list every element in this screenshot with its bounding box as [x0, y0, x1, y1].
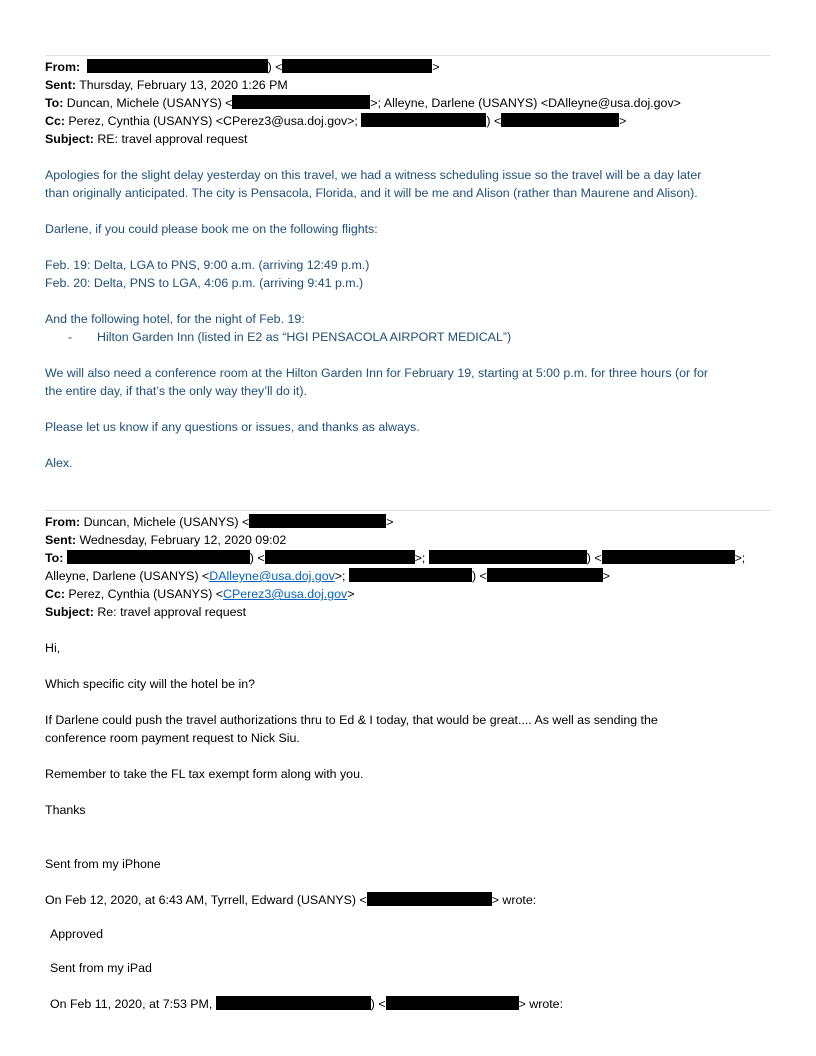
greeting: Hi, [45, 641, 61, 655]
redacted-block [367, 892, 492, 906]
quote-header: On Feb 12, 2020, at 6:43 AM, Tyrrell, Edward (USANYS) < > wrote: [45, 893, 537, 907]
email1-subject-row [45, 130, 247, 148]
redacted-block [361, 113, 486, 127]
email1-to-row [45, 94, 681, 112]
body-paragraph: the entire day, if that’s the only way they’ll do it). [45, 384, 307, 398]
cc-recipient: Perez, Cynthia (USANYS) < [68, 587, 224, 601]
signature: Alex. [45, 456, 73, 470]
from-label: From: [45, 515, 81, 529]
email-link[interactable]: CPerez3@usa.doj.gov [223, 587, 348, 601]
subject-label: Subject: [45, 605, 94, 619]
body-paragraph: Which specific city will the hotel be in? [45, 677, 256, 691]
email2-cc-row: Cc: Perez, Cynthia (USANYS) <CPerez3@usa.doj.gov> [45, 587, 355, 601]
subject-label: Subject: [45, 132, 94, 146]
flight-line: Feb. 20: Delta, PNS to LGA, 4:06 p.m. (arriving 9:41 p.m.) [45, 276, 364, 290]
body-paragraph: If Darlene could push the travel authorizations thru to Ed & I today, that would be great.... As well as sending the [45, 713, 658, 727]
redacted-block [349, 568, 472, 582]
body-paragraph: Please let us know if any questions or issues, and thanks as always. [45, 420, 420, 434]
redacted-block [501, 113, 619, 127]
redacted-block [282, 59, 432, 73]
body-paragraph: Apologies for the slight delay yesterday on this travel, we had a witness scheduling issue so the travel will be a day later [45, 168, 702, 182]
redacted-block [216, 996, 371, 1010]
subject: Re: travel approval request [97, 605, 247, 619]
flight-line: Feb. 19: Delta, LGA to PNS, 9:00 a.m. (arriving 12:49 p.m.) [45, 258, 370, 272]
email2-to-row-2: Alleyne, Darlene (USANYS) <DAlleyne@usa.doj.gov>; ) < > [45, 569, 610, 583]
device-signature: Sent from my iPad [50, 961, 152, 975]
body-paragraph: We will also need a conference room at the Hilton Garden Inn for February 19, starting at 5:00 p.m. for three hours (or for [45, 366, 709, 380]
redacted-block [249, 514, 386, 528]
quoted-text: Approved [50, 927, 104, 941]
cc-recipient: Perez, Cynthia (USANYS) <CPerez3@usa.doj.gov>; [68, 114, 358, 128]
redacted-block [429, 550, 587, 564]
redacted-block [67, 550, 250, 564]
body-paragraph: Remember to take the FL tax exempt form along with you. [45, 767, 364, 781]
sent-label: Sent: [45, 78, 76, 92]
email2-sent-row [45, 531, 286, 549]
redacted-block [87, 59, 268, 73]
cc-label: Cc: [45, 114, 65, 128]
body-paragraph: Darlene, if you could please book me on the following flights: [45, 222, 378, 236]
to-recipient: Alleyne, Darlene (USANYS) < [45, 569, 210, 583]
header-divider-2 [45, 510, 771, 511]
bullet-mark: - [68, 330, 73, 344]
from-label: From: [45, 60, 81, 74]
email2-subject-row [45, 603, 246, 621]
email1-cc-row: Cc: Perez, Cynthia (USANYS) <CPerez3@usa.doj.gov>; ) < > [45, 114, 627, 128]
hotel-bullet: Hilton Garden Inn (listed in E2 as “HGI PENSACOLA AIRPORT MEDICAL”) [97, 330, 512, 344]
email-link[interactable]: DAlleyne@usa.doj.gov [209, 569, 335, 583]
body-paragraph: And the following hotel, for the night of Feb. 19: [45, 312, 305, 326]
redacted-block [232, 95, 370, 109]
email1-from-row: From: ) < > [45, 60, 440, 74]
to-recipient: Duncan, Michele (USANYS) < [66, 96, 233, 110]
sent-label: Sent: [45, 533, 76, 547]
body-paragraph: conference room payment request to Nick Siu. [45, 731, 300, 745]
to-recipient: >; Alleyne, Darlene (USANYS) <DAlleyne@usa.doj.gov> [370, 96, 681, 110]
cc-label: Cc: [45, 587, 65, 601]
header-divider-1 [45, 55, 771, 56]
email2-to-row: To: ) < >; ) < >; [45, 551, 746, 565]
closing: Thanks [45, 803, 86, 817]
redacted-block [487, 568, 603, 582]
subject: RE: travel approval request [97, 132, 248, 146]
to-label: To: [45, 551, 64, 565]
to-label: To: [45, 96, 64, 110]
body-paragraph: than originally anticipated. The city is Pensacola, Florida, and it will be me and Alison (rather than Maurene and Alison). [45, 186, 698, 200]
quote-header: On Feb 11, 2020, at 7:53 PM, ) < > wrote: [50, 997, 564, 1011]
redacted-block [265, 550, 415, 564]
device-signature: Sent from my iPhone [45, 857, 161, 871]
sent-date: Thursday, February 13, 2020 1:26 PM [79, 78, 288, 92]
redacted-block [602, 550, 735, 564]
email2-from-row: From: Duncan, Michele (USANYS) < > [45, 515, 394, 529]
redacted-block [386, 996, 519, 1010]
email1-sent-row [45, 76, 288, 94]
sent-date: Wednesday, February 12, 2020 09:02 [79, 533, 287, 547]
from-sender: Duncan, Michele (USANYS) < [83, 515, 250, 529]
